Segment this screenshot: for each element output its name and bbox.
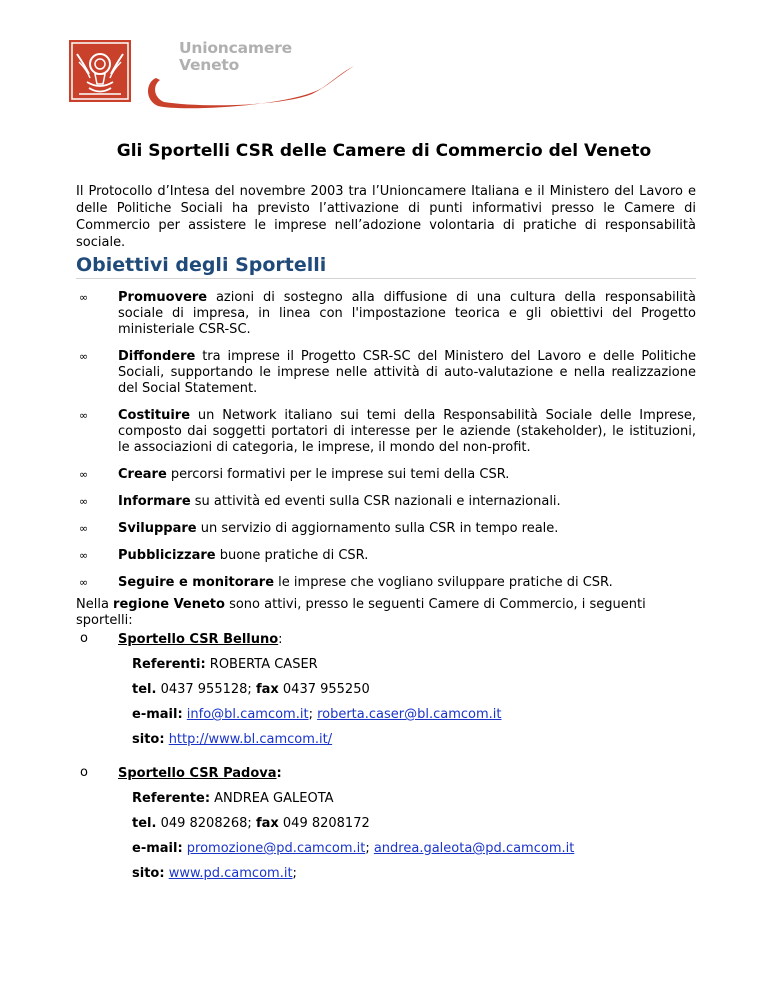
- bullet-icon: ∞: [79, 576, 89, 589]
- email-label: e-mail:: [132, 707, 183, 722]
- objective-keyword: Seguire e monitorare: [118, 575, 275, 590]
- bullet-icon: ∞: [79, 409, 89, 422]
- site-label: sito:: [132, 866, 165, 881]
- email-link[interactable]: promozione@pd.camcom.it: [186, 841, 366, 856]
- email-link[interactable]: andrea.galeota@pd.camcom.it: [373, 841, 575, 856]
- list-item: [76, 467, 696, 483]
- office-email: [76, 707, 696, 723]
- office-site: [76, 866, 696, 882]
- site-label: sito:: [132, 732, 165, 747]
- site-suffix: ;: [292, 866, 297, 881]
- objective-keyword: Informare: [118, 494, 191, 509]
- referent-value: ROBERTA CASER: [205, 657, 318, 672]
- logo: [69, 40, 329, 110]
- list-item: [76, 290, 696, 338]
- office-padova: [76, 766, 696, 882]
- fax-value: 0437 955250: [278, 682, 370, 697]
- objective-text: azioni di sostegno alla diffusione di una cultura della responsabilità sociale di impresa, in linea con l'impostazione teorica e gli obiettivi del Progetto ministeriale CSR-SC.: [118, 290, 696, 337]
- gondola-swoosh-icon: [142, 62, 357, 112]
- bullet-icon: ∞: [79, 549, 89, 562]
- circle-bullet-icon: o: [80, 631, 88, 646]
- office-referent: [76, 657, 696, 673]
- page-title: Gli Sportelli CSR delle Camere di Commercio del Veneto: [116, 141, 652, 161]
- fax-label: fax: [255, 682, 279, 697]
- email-label: e-mail:: [132, 841, 183, 856]
- objective-text: un servizio di aggiornamento sulla CSR in tempo reale.: [196, 521, 559, 536]
- objective-text: buone pratiche di CSR.: [215, 548, 369, 563]
- objective-keyword: Sviluppare: [118, 521, 197, 536]
- tel-value: 049 8208268;: [156, 816, 252, 831]
- email-link[interactable]: roberta.caser@bl.camcom.it: [317, 707, 502, 722]
- objective-keyword: Diffondere: [118, 349, 196, 364]
- region-paragraph: [76, 597, 696, 629]
- objective-keyword: Promuovere: [118, 290, 208, 305]
- objective-text: un Network italiano sui temi della Responsabilità Sociale delle Imprese, composto dai soggetti portatori di interesse per le aziende (stakeholder), le istituzioni, le associazioni di categoria, le imprese, il mondo del non-profit.: [118, 408, 696, 455]
- office-referent: [76, 791, 696, 807]
- bullet-icon: ∞: [79, 522, 89, 535]
- office-email: [76, 841, 696, 857]
- tel-label: tel.: [132, 816, 157, 831]
- section-heading: Obiettivi degli Sportelli: [76, 254, 696, 279]
- bullet-icon: ∞: [79, 291, 89, 304]
- list-item: [76, 521, 696, 537]
- office-colon: :: [278, 632, 283, 647]
- office-phone: [76, 816, 696, 832]
- region-post: sono attivi, presso le seguenti Camere di Commercio, i seguenti sportelli:: [76, 597, 646, 628]
- bullet-icon: ∞: [79, 350, 89, 363]
- fax-label: fax: [255, 816, 279, 831]
- list-item: [76, 408, 696, 456]
- referent-label: Referente:: [132, 791, 211, 806]
- office-heading: [76, 632, 696, 648]
- site-link[interactable]: http://www.bl.camcom.it/: [168, 732, 333, 747]
- objective-keyword: Creare: [118, 467, 167, 482]
- email-separator: ;: [308, 707, 318, 722]
- referent-value: ANDREA GALEOTA: [210, 791, 334, 806]
- fax-value: 049 8208172: [278, 816, 370, 831]
- logo-name-line1: Unioncamere: [179, 39, 292, 57]
- office-name: Sportello CSR Padova: [118, 766, 277, 781]
- tel-label: tel.: [132, 682, 157, 697]
- region-name: regione Veneto: [113, 597, 225, 612]
- objective-text: percorsi formativi per le imprese sui temi della CSR.: [166, 467, 510, 482]
- intro-paragraph: Il Protocollo d’Intesa del novembre 2003 tra l’Unioncamere Italiana e il Ministero del Lavoro e delle Politiche Sociali ha previsto l’attivazione di punti informativi presso le Camere di Commercio per assistere le imprese nell’adozione volontaria di pratiche di responsabilità sociale.: [76, 184, 696, 250]
- circle-bullet-icon: o: [80, 765, 88, 780]
- tel-value: 0437 955128;: [156, 682, 252, 697]
- office-name: Sportello CSR Belluno: [118, 632, 279, 647]
- bullet-icon: ∞: [79, 468, 89, 481]
- objective-text: le imprese che vogliano sviluppare pratiche di CSR.: [274, 575, 613, 590]
- objective-text: su attività ed eventi sulla CSR nazionali e internazionali.: [190, 494, 561, 509]
- list-item: [76, 548, 696, 564]
- bullet-icon: ∞: [79, 495, 89, 508]
- list-item: [76, 349, 696, 397]
- site-link[interactable]: www.pd.camcom.it: [168, 866, 293, 881]
- objective-keyword: Costituire: [118, 408, 191, 423]
- objective-text: tra imprese il Progetto CSR-SC del Ministero del Lavoro e delle Politiche Sociali, supportando le imprese nelle attività di auto-valutazione e nella realizzazione del Social Statement.: [118, 349, 696, 396]
- email-link[interactable]: info@bl.camcom.it: [186, 707, 309, 722]
- office-colon: :: [276, 766, 282, 781]
- office-belluno: [76, 632, 696, 748]
- email-separator: ;: [365, 841, 374, 856]
- office-heading: [76, 766, 696, 782]
- office-site: [76, 732, 696, 748]
- office-phone: [76, 682, 696, 698]
- referent-label: Referenti:: [132, 657, 206, 672]
- objectives-list: [76, 290, 696, 602]
- logo-name-line2: Veneto: [179, 56, 240, 74]
- region-pre: Nella: [76, 597, 114, 612]
- list-item: [76, 494, 696, 510]
- objective-keyword: Pubblicizzare: [118, 548, 216, 563]
- list-item: [76, 575, 696, 591]
- lion-seal-icon: [69, 40, 131, 102]
